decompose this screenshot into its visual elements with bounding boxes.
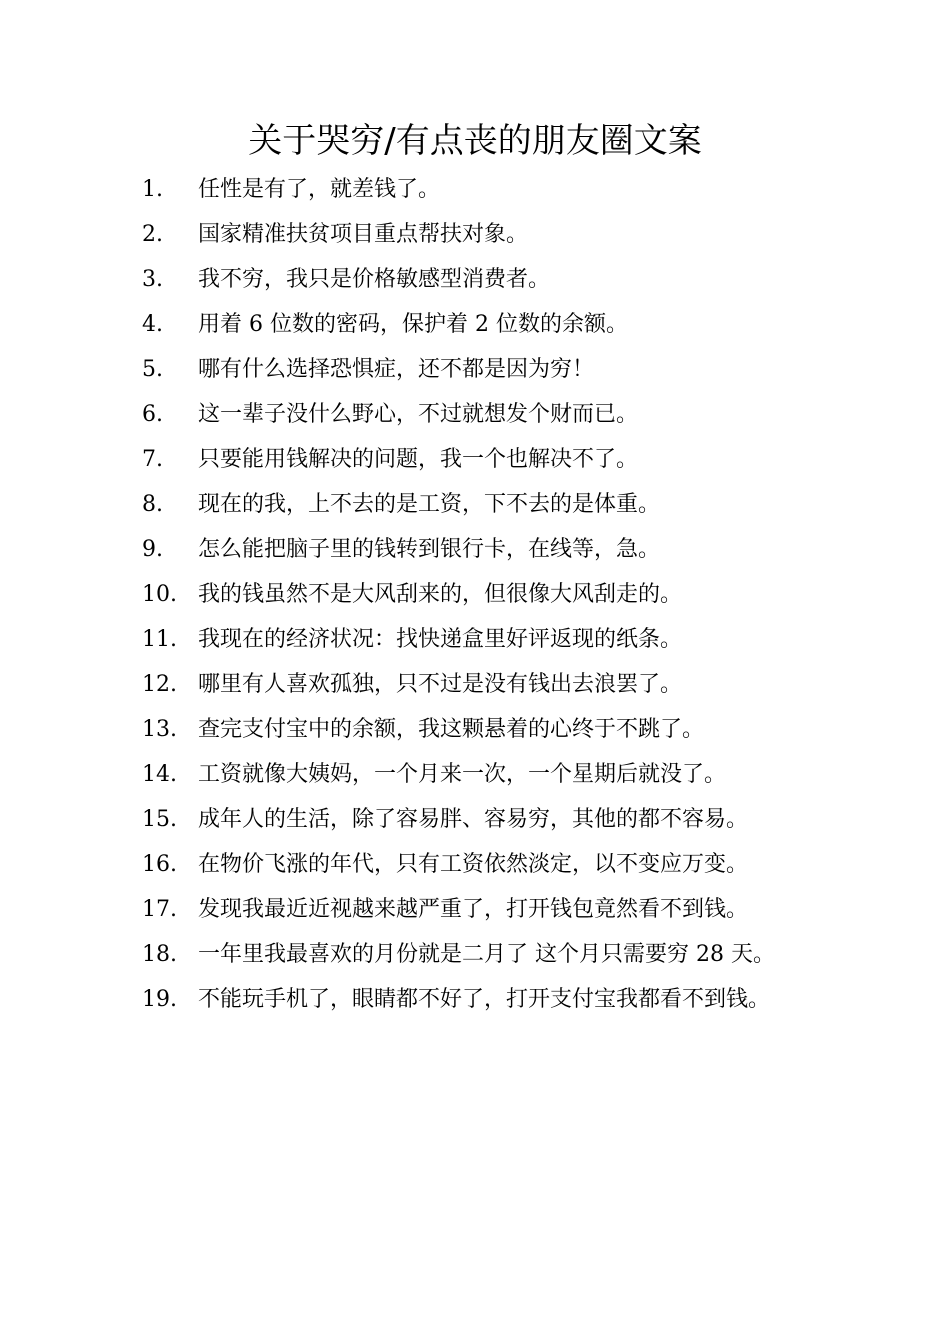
list-item: [142, 669, 814, 700]
list-item: [142, 534, 814, 565]
item-text: 任性是有了，就差钱了。: [198, 177, 441, 202]
item-text: 现在的我，上不去的是工资，下不去的是体重。: [198, 492, 661, 517]
list-item: [142, 939, 814, 970]
item-text: 一年里我最喜欢的月份就是二月了 这个月只需要穷 28 天。: [198, 942, 775, 967]
item-text: 我不穷，我只是价格敏感型消费者。: [198, 267, 551, 292]
item-text: 在物价飞涨的年代，只有工资依然淡定，以不变应万变。: [198, 852, 749, 877]
item-number: 6.: [142, 402, 163, 427]
item-text: 成年人的生活，除了容易胖、容易穷，其他的都不容易。: [198, 807, 749, 832]
item-number: 10.: [142, 582, 177, 607]
item-text: 工资就像大姨妈，一个月来一次，一个星期后就没了。: [198, 762, 727, 787]
list-item: [142, 804, 814, 835]
item-number: 11.: [142, 627, 177, 652]
item-number: 12.: [142, 672, 177, 697]
item-number: 18.: [142, 942, 177, 967]
list-item: [142, 984, 814, 1015]
item-number: 3.: [142, 267, 163, 292]
caption-list: [142, 174, 814, 1029]
item-text: 怎么能把脑子里的钱转到银行卡，在线等，急。: [198, 537, 661, 562]
item-text: 我现在的经济状况：找快递盒里好评返现的纸条。: [198, 627, 683, 652]
item-number: 7.: [142, 447, 163, 472]
item-number: 13.: [142, 717, 177, 742]
item-text: 哪里有人喜欢孤独，只不过是没有钱出去浪罢了。: [198, 672, 683, 697]
list-item: [142, 894, 814, 925]
item-number: 4.: [142, 312, 163, 337]
item-number: 1.: [142, 177, 163, 202]
list-item: [142, 849, 814, 880]
item-text: 只要能用钱解决的问题，我一个也解决不了。: [198, 447, 639, 472]
list-item: [142, 354, 814, 385]
item-number: 9.: [142, 537, 163, 562]
item-number: 8.: [142, 492, 163, 517]
item-number: 2.: [142, 222, 163, 247]
list-item: [142, 444, 814, 475]
list-item: [142, 399, 814, 430]
list-item: [142, 624, 814, 655]
list-item: [142, 174, 814, 205]
item-text: 用着 6 位数的密码，保护着 2 位数的余额。: [198, 312, 628, 337]
item-text: 发现我最近近视越来越严重了，打开钱包竟然看不到钱。: [198, 897, 749, 922]
item-text: 查完支付宝中的余额，我这颗悬着的心终于不跳了。: [198, 717, 705, 742]
list-item: [142, 219, 814, 250]
list-item: [142, 309, 814, 340]
item-number: 14.: [142, 762, 177, 787]
page-title: 关于哭穷/有点丧的朋友圈文案: [248, 121, 702, 161]
item-text: 我的钱虽然不是大风刮来的，但很像大风刮走的。: [198, 582, 683, 607]
item-text: 哪有什么选择恐惧症，还不都是因为穷！: [198, 357, 595, 382]
item-text: 国家精准扶贫项目重点帮扶对象。: [198, 222, 529, 247]
list-item: [142, 714, 814, 745]
item-number: 5.: [142, 357, 163, 382]
list-item: [142, 579, 814, 610]
list-item: [142, 489, 814, 520]
item-number: 15.: [142, 807, 177, 832]
item-text: 不能玩手机了，眼睛都不好了，打开支付宝我都看不到钱。: [198, 987, 771, 1012]
item-number: 19.: [142, 987, 177, 1012]
item-number: 16.: [142, 852, 177, 877]
item-text: 这一辈子没什么野心，不过就想发个财而已。: [198, 402, 639, 427]
item-number: 17.: [142, 897, 177, 922]
list-item: [142, 264, 814, 295]
list-item: [142, 759, 814, 790]
